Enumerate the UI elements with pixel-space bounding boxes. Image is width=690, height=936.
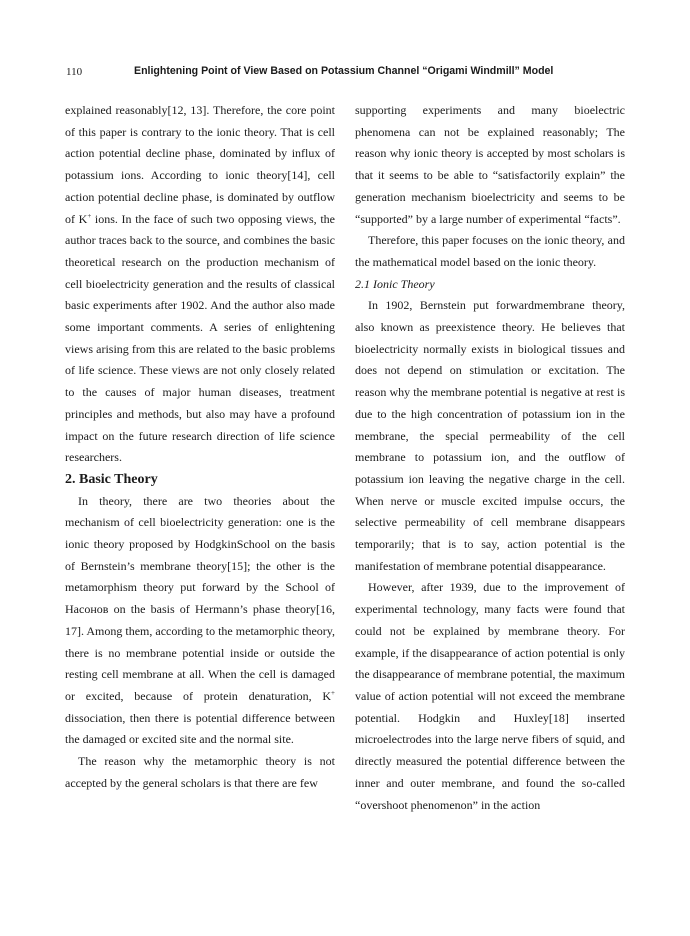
left-column	[65, 100, 335, 795]
subsection-heading: 2.1 Ionic Theory	[355, 276, 435, 291]
paragraph-text: dissociation, then there is potential difference between the damaged or excited site and the normal site.	[65, 710, 335, 747]
paragraph: In 1902, Bernstein put forwardmembrane theory, also known as preexistence theory. He believes that bioelectricity normally exists in biological tissues and does not depend on stimulation or excitation. The reason why the membrane potential is negative at rest is due to the high concentration of potassium ion in the membrane, the special permeability of the cell membrane to potassium ion, and the outflow of potassium ion leaving the negative charge in the cell. When nerve or muscle excited impulse occurs, the selective permeability of cell membrane disappears temporarily; that is to say, action potential is the manifestation of membrane potential disappearance.	[355, 298, 625, 573]
paragraph-text: explained reasonably[12, 13]. Therefore, the core point of this paper is contrary to the ionic theory. That is cell action potential decline phase, dominated by influx of potassium ions. According to ionic theory[14], cell action potential decline phase, is dominated by outflow of K	[65, 103, 335, 226]
paragraph	[65, 100, 335, 469]
paragraph	[65, 491, 335, 751]
section-heading: 2. Basic Theory	[65, 471, 158, 487]
right-column	[355, 100, 625, 816]
paragraph: The reason why the metamorphic theory is not accepted by the general scholars is that there are few	[65, 754, 335, 790]
page-number: 110	[66, 66, 83, 78]
paragraph-text: ions. In the face of such two opposing views, the author traces back to the source, and combines the basic theoretical research on the production mechanism of cell bioelectricity generation and the results of classical basic experiments after 1902. And the author also made some important comments. A series of enlightening views arising from this are related to the basic problems of life science. These views are not only closely related to the causes of major human diseases, treatment principles and methods, but also may have a profound impact on the future research direction of life science researchers.	[65, 211, 335, 465]
running-title: Enlightening Point of View Based on Potassium Channel “Origami Windmill” Model	[134, 65, 554, 77]
superscript: +	[87, 211, 92, 220]
paragraph: supporting experiments and many bioelectric phenomena can not be explained reasonably; The reason why ionic theory is accepted by most scholars is that it seems to be able to “satisfactorily explain” the generation mechanism bioelectricity and seems to be “supported” by a large number of experimental “facts”.	[355, 103, 625, 226]
paragraph: However, after 1939, due to the improvement of experimental technology, many facts were found that could not be explained by membrane theory. For example, if the disappearance of action potential is only the disappearance of membrane potential, the maximum value of action potential will not exceed the membrane potential. Hodgkin and Huxley[18] inserted microelectrodes into the large nerve fibers of squid, and directly measured the potential difference between the inner and outer membrane, and found the so-called “overshoot phenomenon” in the action	[355, 580, 625, 812]
superscript: +	[331, 688, 335, 697]
paragraph-text: In theory, there are two theories about the mechanism of cell bioelectricity generation: one is the ionic theory proposed by HodgkinSchool on the basis of Bernstein’s membrane theory[15]; the other is the metamorphism theory put forward by the School of Насонов on the basis of Hermann’s phase theory[16, 17]. Among them, according to the metamorphic theory, there is no membrane potential inside or outside the resting cell membrane at all. When the cell is damaged or excited, because of protein denaturation, K	[65, 493, 335, 703]
paragraph: Therefore, this paper focuses on the ionic theory, and the mathematical model based on the ionic theory.	[355, 233, 625, 269]
